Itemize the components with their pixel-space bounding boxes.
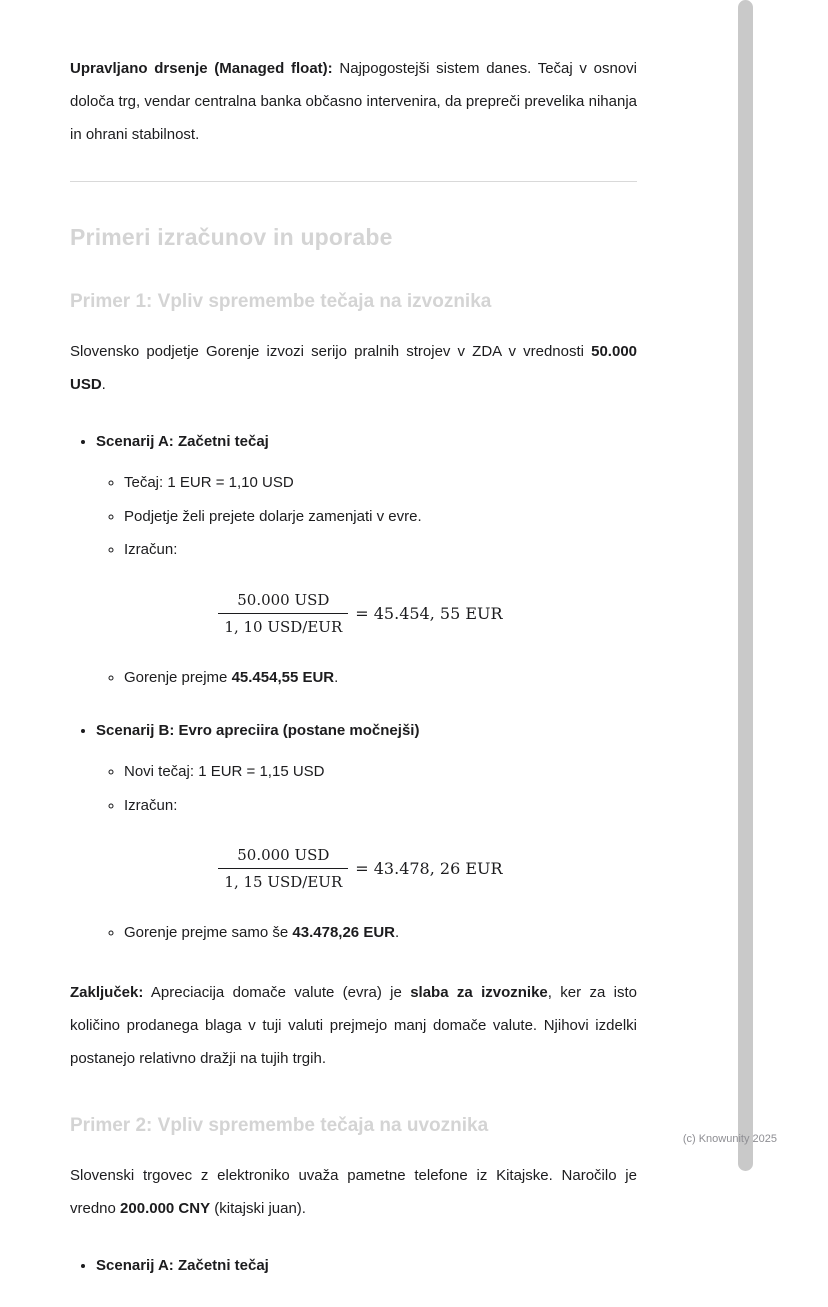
formula-result: = 45.454, 55 EUR: [355, 603, 503, 623]
paragraph-managed-float: [70, 52, 637, 151]
document-page: [70, 0, 637, 1307]
list-item: [124, 534, 637, 636]
scenario-a-sublist: [96, 467, 637, 694]
list-item: [124, 790, 637, 892]
list-item-text: Izračun:: [124, 796, 178, 814]
result-text: Gorenje prejme samo še: [124, 924, 289, 941]
conclusion-bold: slaba za izvoznike: [410, 983, 548, 1001]
paragraph-text: Najpogostejši sistem danes. Tečaj v osnovi določa trg, vendar centralna banka občasno intervenira, da prepreči prevelika nihanja in ohrani stabilnost.: [70, 60, 638, 143]
list-item-result: [124, 662, 637, 695]
result-period: .: [395, 924, 400, 941]
list-item-result: [124, 917, 637, 950]
scenario-b-item: [96, 716, 637, 950]
intro-amount-bold: 200.000 CNY: [120, 1199, 211, 1217]
scenario-b-title: Scenarij B: Evro apreciira (postane močnejši): [96, 722, 420, 739]
intro-text: Slovenski trgovec z elektroniko uvaža pametne telefone iz Kitajske. Naročilo je vredno: [70, 1166, 637, 1217]
list-item-text: Podjetje želi prejete dolarje zamenjati v evre.: [124, 507, 422, 525]
intro-period: .: [101, 376, 106, 393]
watermark: (c) Knowunity 2025: [682, 1133, 777, 1145]
list-item: [124, 756, 637, 789]
fraction: [218, 846, 348, 891]
list-item-text: Tečaj: 1 EUR = 1,10 USD: [124, 474, 294, 491]
conclusion-text-2: , ker za isto količino prodanega blaga v tuji valuti prejmejo manj domače valute. Njihovi izdelki postanejo relativno dražji na tujih trgih.: [70, 983, 637, 1067]
fraction-numerator: 50.000 USD: [218, 846, 348, 869]
formula-scenario-a: [124, 591, 597, 636]
example1-intro-paragraph: [70, 335, 637, 401]
scenario-a-item: [96, 1251, 637, 1281]
scenario-b-sublist: [96, 756, 637, 950]
fraction-numerator: 50.000 USD: [218, 591, 348, 614]
section-heading-examples: Primeri izračunov in uporabe: [70, 224, 393, 250]
scenario-a-title: Scenarij A: Začetni tečaj: [96, 1256, 269, 1274]
scenario-a-item: [96, 427, 637, 694]
scrollbar[interactable]: [738, 0, 753, 1171]
example1-scenarios-list: [70, 427, 637, 950]
result-period: .: [334, 668, 339, 686]
intro-amount-bold: 50.000 USD: [70, 343, 638, 393]
conclusion-lead-bold: Zaključek:: [70, 983, 144, 1001]
scenario-a-title: Scenarij A: Začetni tečaj: [96, 433, 269, 450]
fraction-denominator: 1, 15 USD/EUR: [224, 873, 343, 891]
intro-text: Slovensko podjetje Gorenje izvozi serijo pralnih strojev v ZDA v vrednosti: [70, 343, 584, 360]
list-item: [124, 467, 637, 500]
formula-scenario-b: [124, 846, 597, 891]
fraction-denominator: 1, 10 USD/EUR: [224, 617, 343, 636]
example2-intro-paragraph: [70, 1159, 637, 1225]
example2-scenarios-list: [70, 1251, 637, 1281]
paragraph-lead-bold: Upravljano drsenje (Managed float):: [70, 60, 333, 77]
list-item-text: Izračun:: [124, 541, 178, 558]
example1-heading: Primer 1: Vpliv spremembe tečaja na izvoznika: [70, 291, 492, 312]
conclusion-paragraph: [70, 976, 637, 1075]
fraction: [218, 591, 348, 636]
result-text: Gorenje prejme: [124, 668, 228, 686]
conclusion-text-1: Apreciacija domače valute (evra) je: [150, 983, 402, 1001]
result-amount-bold: 43.478,26 EUR: [292, 924, 395, 941]
list-item: [124, 501, 637, 534]
section-divider: [70, 181, 637, 182]
example2-heading: Primer 2: Vpliv spremembe tečaja na uvoznika: [70, 1114, 489, 1136]
result-amount-bold: 45.454,55 EUR: [231, 668, 335, 686]
list-item-text: Novi tečaj: 1 EUR = 1,15 USD: [124, 763, 325, 780]
formula-result: = 43.478, 26 EUR: [355, 859, 503, 878]
intro-text-2: (kitajski juan).: [214, 1199, 306, 1217]
